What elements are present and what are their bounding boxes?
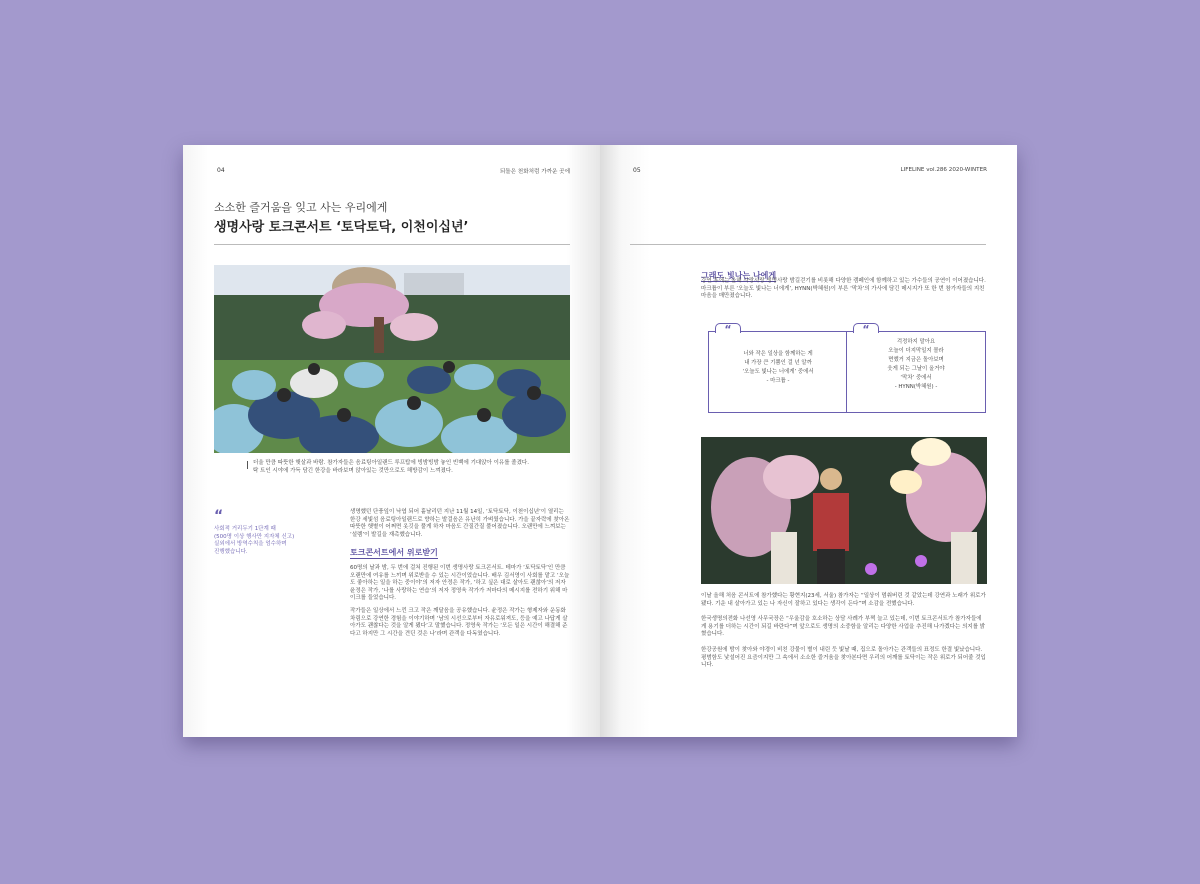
running-title: LIFELINE vol.286 2020-WINTER — [900, 167, 987, 173]
lyric-line: 웃게 되는 그날이 올거야 — [887, 366, 945, 372]
body-paragraph: 작가들은 일상에서 느낀 크고 작은 깨달음을 공유했습니다. 윤정은 작가는 형제자와 운동화 차림으로 강연한 경험을 이야기하며 ‘남의 시선으로부터 자유로워져도, 등을 예고 나답게 살아가도 괜찮다는 것을 알게 됐다’고 말했습니다. 정영욱 작가는 ‘모든 일은 시간이 해결해 준다고 하지만 그 시간을 견딘 것은 나’라며 관객을 다독였습니다. — [350, 607, 568, 637]
lyric-source: ‘오늘도 빛나는 너에게’ 중에서 — [742, 369, 814, 375]
lyric-line: 오늘이 더지막일지 몰라 — [888, 348, 944, 354]
caption-line-1: 더울 만큼 따뜻한 햇살과 바람. 참가자들은 음료팅아일랜드 루프탑에 빙밤빙밤 놓인 빈백에 기대앉아 이유를 졸겼다. — [253, 460, 529, 466]
lyric-artist: - HYNN(박혜원) - — [894, 384, 938, 390]
side-note-line: (500명 이상 행사만 지자체 신고) — [214, 533, 295, 540]
section-heading: 그래도 빛나는 나에게 — [701, 271, 777, 280]
intro-paragraph: 강연 후에는 올해 사랑사랑 생명사랑 밤길걷기를 비롯해 다양한 캠페인에 함께하고 있는 가수들의 공연이 이어졌습니다. 마크튭이 부른 ‘오늘도 빛나는 너에게’, HYNN(박혜원)이 부른 ‘막차’의 가사에 담긴 메시지가 또 한 번 참가자들의 지친 마음을 매만졌습니다. — [701, 278, 986, 300]
lyric-source: ‘막차’ 중에서 — [900, 375, 932, 381]
side-note-line: 진행했습니다. — [214, 548, 248, 555]
body-paragraph: 한강공원에 밤이 찾아와 야경이 비친 강물이 별이 내린 듯 빛날 때, 집으로 돌아가는 관객들의 표정도 한결 빛났습니다. 평범함도 낯설어진 요즘이지만 그 속에서 소소한 즐거움을 찾아본다면 우리의 어깨를 토닥이는 작은 위로가 되어줄 것입니다. — [701, 646, 986, 669]
lyric-line: 걱정하지 말아요 — [896, 339, 936, 345]
quote-icon: “ — [214, 508, 224, 524]
body-paragraph: 이날 올해 처음 콘서트에 참가했다는 황현지(23세, 서울) 참가자는 “일상이 멈춰버린 것 같았는데 강연과 노래가 위로가 됐다. 기운 내 살아가고 있는 나 자신이 잘하고 있다는 생각이 든다”며 소감을 전했습니다. — [701, 593, 986, 607]
section-heading: 토크콘서트에서 위로받기 — [350, 548, 438, 558]
body-column-left — [350, 509, 570, 643]
article-title: 생명사랑 토크콘서트 ‘토닥토닥, 이천이십년’ — [214, 220, 469, 235]
side-note — [214, 526, 334, 556]
photo-caption — [253, 460, 570, 475]
intro-paragraph: 생명했던 단풍잎이 낙엽 되어 흩날리던 지난 11월 14일, ‘토닥토닥, 이천이십년’이 열리는 한강 세빛섬 음료팅아일랜드로 향하는 발걸음은 유난히 가벼웠습니다. 가을 끝자락에 찾아온 따뜻한 햇볕이 어쩌면 옷깃을 풀게 하자 마음도 간질간질 풀어졌습니다. 오랜만에 느껴보는 ‘설렘’이 발길을 재촉했습니다. — [350, 509, 570, 538]
left-page — [183, 145, 600, 737]
side-note-line: 실외에서 방역수칙을 엄수하며 — [214, 541, 287, 548]
lyric-quote-box — [708, 323, 848, 413]
page-number: 04 — [217, 167, 225, 174]
quote-icon: “ — [853, 323, 879, 333]
page-number: 05 — [633, 167, 641, 174]
right-page — [600, 145, 1017, 737]
lyric-quote-box — [846, 323, 986, 413]
quote-icon: “ — [715, 323, 741, 333]
body-paragraph: 60명의 날과 밤, 두 번에 걸쳐 진행된 이번 생명사랑 토크콘서트. 테마가 ‘토닥토닥’인 만큼 오랜만에 여유를 느끼며 위로받을 수 있는 시간이었습니다. 배우 김서영이 사회를 맡고 ‘오늘도 좋아하는 일을 하는 중이야’의 저자 안정은 작가, ‘하고 싶은 대로 살아도 괜찮아’의 저자 윤정은 작가, ‘나를 사랑하는 연습’의 저자 정영욱 작가가 저마다의 메시지를 전하기 위해 마이크를 들었습니다. — [350, 564, 570, 602]
lyric-line: 너와 작은 일상을 함께하는 게 — [743, 351, 813, 357]
performance-photo — [701, 437, 987, 584]
title-divider — [214, 244, 570, 245]
running-title: 되돌은 천화처럼 가까운 곳에 — [499, 169, 570, 175]
lyric-line: 면했거 지금은 돌아보며 — [888, 357, 944, 363]
article-subtitle: 소소한 즐거움을 잊고 사는 우리에게 — [214, 201, 388, 214]
performance-photo-illustration — [701, 437, 987, 584]
body-paragraph: 한국생명의전화 나선영 사무국장은 “우울감을 호소하는 상담 사례가 부쩍 늘고 있는데, 이번 토크콘서트가 참가자들에게 용기를 더하는 시간이 되길 바란다”며 앞으로도 생명의 소중함을 알리는 다양한 사업을 추진해 나가겠다는 의지를 밝혔습니다. — [701, 616, 986, 638]
magazine-spread — [183, 145, 1017, 737]
lyric-line: 내 가장 큰 기쁨인 걸 넌 알까 — [744, 360, 812, 366]
body-column-right — [701, 593, 986, 675]
caption-marker — [247, 461, 248, 469]
caption-line-2: 탁 트인 시야에 가득 담긴 한강을 바라보며 앉아있는 것만으로도 해방감이 느껴졌다. — [253, 467, 453, 474]
lyric-artist: - 마크튭 - — [766, 378, 790, 384]
concert-photo-illustration — [214, 265, 570, 453]
side-note-line: 사회적 거리두기 1단계 때 — [214, 526, 276, 532]
concert-photo — [214, 265, 570, 453]
header-divider — [630, 244, 986, 245]
